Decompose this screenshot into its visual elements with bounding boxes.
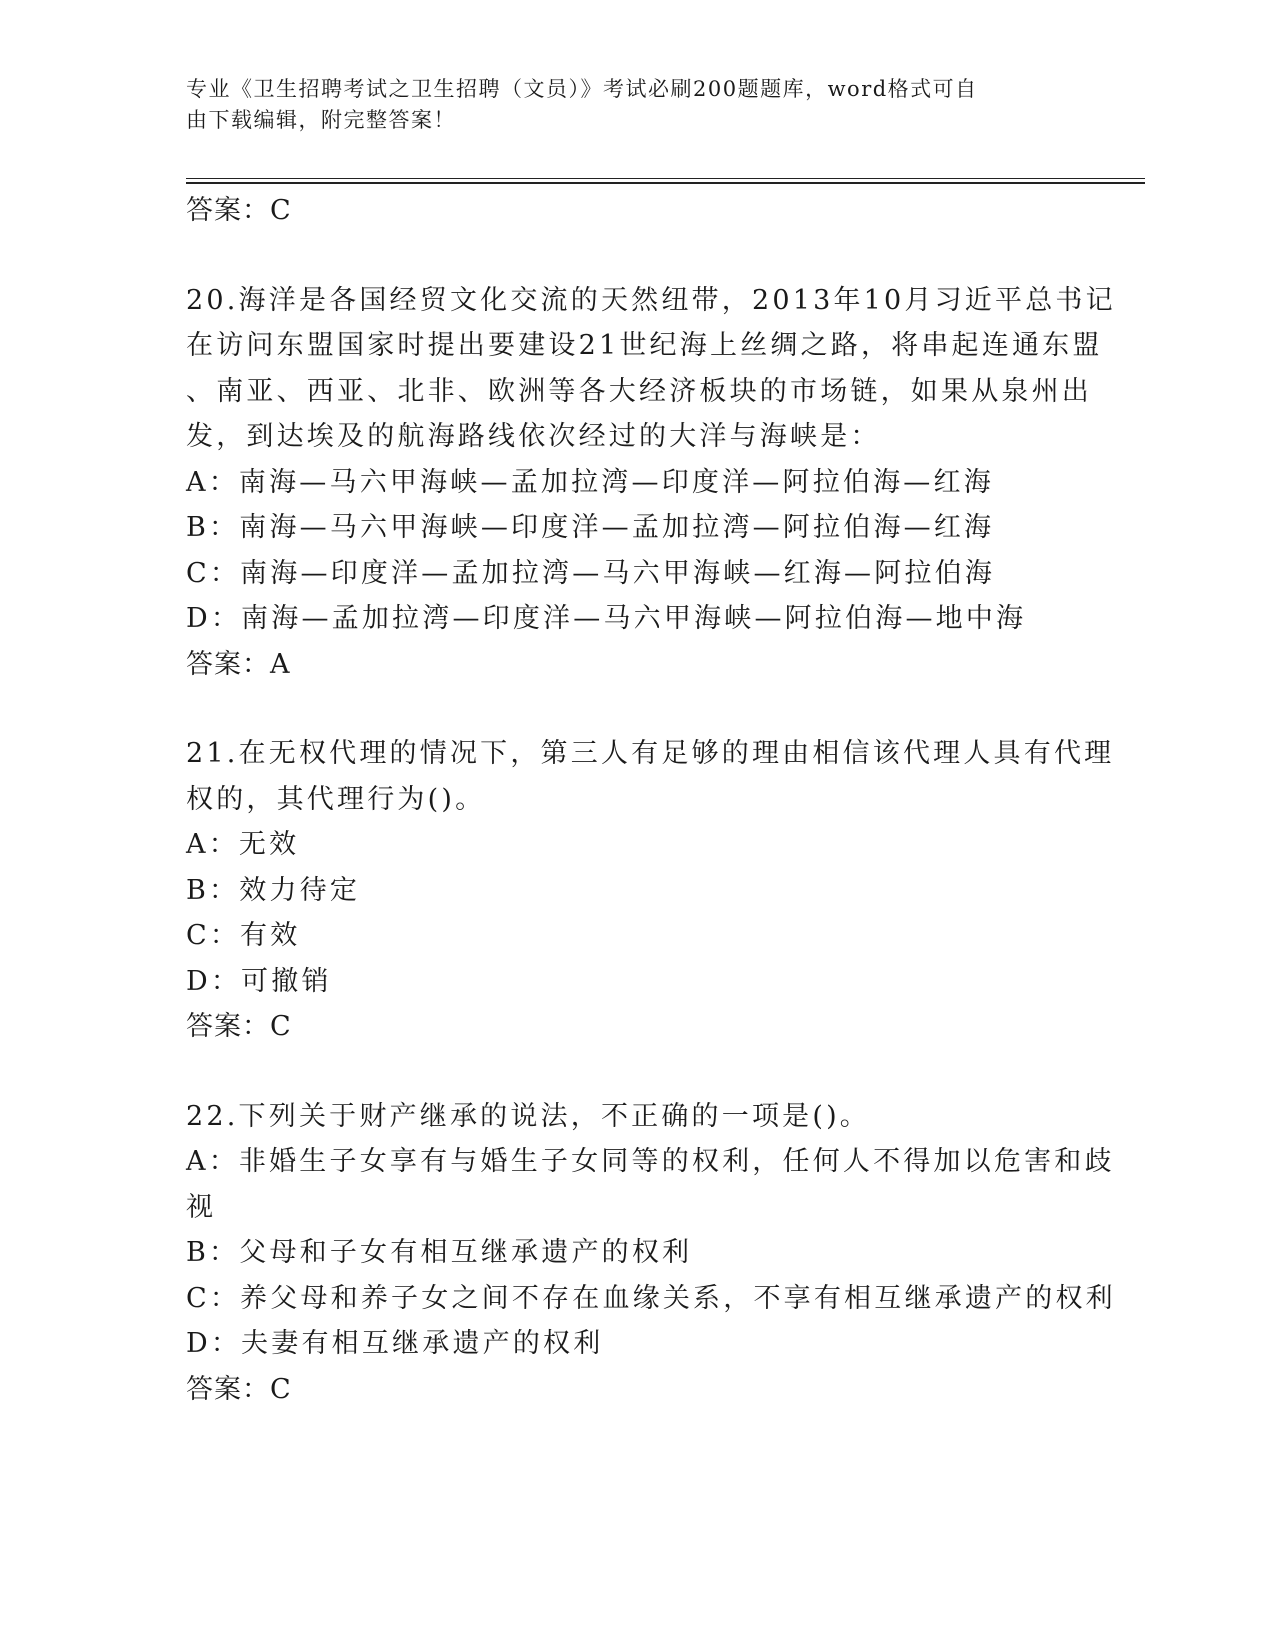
question-stem-line: 发，到达埃及的航海路线依次经过的大洋与海峡是：	[186, 421, 881, 452]
option-c: C：有效	[186, 920, 301, 951]
question-22	[186, 1094, 1116, 1413]
question-stem-line: 、南亚、西亚、北非、欧洲等各大经济板块的市场链，如果从泉州出	[186, 375, 1092, 407]
spacer	[186, 687, 1066, 731]
option-d: D：夫妻有相互继承遗产的权利	[186, 1328, 604, 1359]
question-content	[186, 188, 1116, 1412]
answer-line: 答案：C	[186, 195, 292, 226]
option-a-continued: 视	[186, 1191, 217, 1223]
answer-line: 答案：A	[186, 648, 291, 680]
spacer	[186, 1050, 1066, 1094]
question-20	[186, 278, 1116, 688]
question-21	[186, 731, 1115, 1050]
header-rule-thick	[186, 182, 1145, 184]
header-rule-thin	[186, 178, 1145, 179]
option-d: D：可撤销	[186, 965, 332, 997]
question-stem-line: 22.下列关于财产继承的说法，不正确的一项是()。	[186, 1100, 871, 1132]
option-c: C：养父母和养子女之间不存在血缘关系，不享有相互继承遗产的权利	[186, 1282, 1116, 1314]
spacer	[186, 234, 1066, 278]
option-d: D：南海—孟加拉湾—印度洋—马六甲海峡—阿拉伯海—地中海	[186, 603, 1027, 634]
header-line-2: 由下载编辑，附完整答案！	[186, 108, 456, 132]
option-a: A：无效	[186, 829, 300, 860]
question-stem-line: 权的，其代理行为()。	[186, 783, 486, 815]
question-stem-line: 在访问东盟国家时提出要建设21世纪海上丝绸之路，将串起连通东盟	[186, 330, 1103, 361]
option-a: A：非婚生子女享有与婚生子女同等的权利，任何人不得加以危害和歧	[186, 1146, 1115, 1177]
header-line-1: 专业《卫生招聘考试之卫生招聘（文员）》考试必刷200题题库，word格式可自	[186, 77, 978, 101]
option-a: A：南海—马六甲海峡—孟加拉湾—印度洋—阿拉伯海—红海	[186, 466, 994, 498]
option-c: C：南海—印度洋—孟加拉湾—马六甲海峡—红海—阿拉伯海	[186, 557, 996, 589]
question-stem-line: 20.海洋是各国经贸文化交流的天然纽带，2013年10月习近平总书记	[186, 284, 1116, 316]
option-b: B：南海—马六甲海峡—印度洋—孟加拉湾—阿拉伯海—红海	[186, 512, 995, 543]
question-stem-line: 21.在无权代理的情况下，第三人有足够的理由相信该代理人具有代理	[186, 738, 1115, 769]
option-b: B：效力待定	[186, 874, 361, 906]
document-header	[186, 74, 1066, 136]
answer-line: 答案：C	[186, 1011, 292, 1042]
answer-line: 答案：C	[186, 1373, 292, 1405]
option-b: B：父母和子女有相互继承遗产的权利	[186, 1237, 693, 1268]
